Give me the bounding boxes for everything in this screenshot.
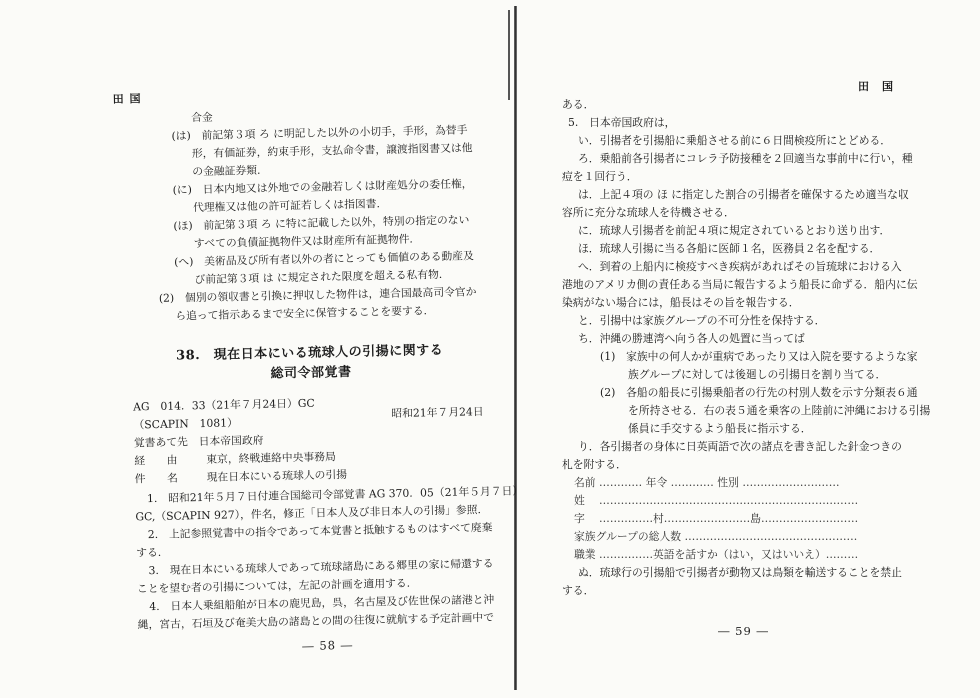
body-line: する．	[136, 545, 169, 560]
body-line: 3. 現在日本にいる琉球人であって琉球諸島にある郷里の家に帰還する	[148, 556, 494, 578]
text-line: すべての負債証拠物件又は財産所有証拠物件．	[193, 232, 421, 251]
scapin-number: （SCAPIN 1081）	[133, 416, 238, 432]
reference-number: AG 014．33（21年７月24日）GC	[133, 396, 315, 414]
body-line: 縄，宮古，石垣及び奄美大島の諸島との間の往復に就航する予定計画中で	[137, 610, 495, 632]
tag-field-line: 姓 ………………………………………………………………	[574, 494, 859, 507]
text-line: と．引揚中は家族グループの不可分性を保持する．	[578, 314, 826, 327]
text-line: び前記第３項 は に規定された限度を超える私有物．	[194, 267, 450, 287]
text-line: (2) 各船の船長に引揚乗船者の行先の村別人数を示す分類表６通	[600, 386, 918, 399]
text-line: は．上記４項の ほ に指定した割合の引揚者を確保するため適当な収	[578, 188, 909, 201]
tag-field-line: 職業 ……………英語を話すか（はい，又はいいえ）………	[574, 548, 859, 561]
right-page	[518, 0, 980, 693]
text-line: 容所に充分な琉球人を待機させる．	[562, 206, 735, 219]
tag-field-line: 家族グループの総人数 …………………………………………	[574, 530, 858, 543]
text-line: ち．沖縄の勝連湾へ向う各人の処置に当ってば	[578, 332, 805, 345]
section-title: 38. 現在日本にいる琉球人の引揚に関する	[175, 342, 444, 364]
subject-value: 現在日本にいる琉球人の引揚	[206, 467, 348, 484]
text-line: 痘を１回行う．	[562, 170, 638, 183]
text-line: へ．到着の上船内に検疫すべき疾病があればその旨琉球における入	[578, 260, 902, 273]
text-line: ろ．乗船前各引揚者にコレラ予防接種を２回適当な事前中に行い，種	[578, 152, 913, 165]
text-line: ら追って指示あるまで安全に保管することを要する．	[175, 304, 435, 323]
body-line: 2. 上記参照覚書中の指令であって本覚書と抵触するものはすべて廃棄	[147, 520, 493, 542]
text-line: (ほ) 前記第３項 ろ に特に記載した以外，特別の指定のない	[173, 213, 470, 233]
text-line: する．	[562, 584, 595, 597]
via-value: 東京，終戦連絡中央事務局	[206, 450, 336, 466]
via-label: 経 由	[134, 453, 178, 468]
text-line: り．各引揚者の身体に日英両語で次の諸点を書き記した針金つきの	[578, 440, 902, 453]
body-line: 1. 昭和21年５月７日付連合国総司令部覚書 AG 370．05（21年５月７日）	[146, 484, 524, 506]
text-line: い．引揚者を引揚船に乗船させる前に６日間検疫所にとどめる．	[578, 134, 892, 147]
memo-date: 昭和21年７月24日	[391, 405, 484, 421]
text-line: 札を附する．	[562, 458, 627, 471]
text-line: 5. 日本帝国政府は，	[568, 116, 676, 129]
text-line: 合金	[190, 110, 213, 125]
text-line: ぬ．琉球行の引揚船で引揚者が動物又は鳥類を輸送することを禁止	[578, 566, 902, 579]
subject-label: 件 名	[134, 471, 178, 486]
text-line: (に) 日本内地又は外地での金融若しくは財産処分の委任権，	[172, 177, 473, 197]
section-subtitle: 総司令部覚書	[270, 364, 352, 382]
page-number: ― 58 ―	[302, 637, 354, 653]
text-line: 形，有価証券，約束手形，支払命令書，譲渡指図書又は他	[191, 141, 473, 161]
page-number: ― 59 ―	[718, 624, 769, 638]
text-line: 係員に手交するよう船長に指示する．	[628, 422, 812, 435]
text-line: の金融証券類．	[192, 163, 268, 179]
text-line: (へ) 美術品及び所有者以外の者にとっても価値のある動産及	[174, 249, 474, 269]
addressee-line: 覚書あて先 日本帝国政府	[133, 433, 264, 450]
text-line: 港地のアメリカ側の責任ある当局に報告するよう船長に命ずる．船内に伝	[562, 278, 918, 291]
text-line: 代理権又は他の許可証若しくは指図書．	[192, 197, 388, 215]
tag-field-line: 名前 ………… 年令 ………… 性別 ………………………	[574, 476, 840, 489]
right-page-header: 田 国	[858, 80, 894, 93]
text-line: (は) 前記第３項 ろ に明記した以外の小切手，手形，為替手	[171, 123, 468, 143]
body-line: 4. 日本人乗組船舶が日本の鹿児島，呉，名古屋及び佐世保の諸港と沖	[149, 592, 495, 614]
tag-field-line: 字 ……………村……………………島………………………	[574, 512, 859, 525]
body-line: GC,（SCAPIN 927），件名，修正「日本人及び非日本人の引揚」参照．	[135, 503, 489, 524]
text-line: (2) 個別の領収書と引換に押収した物件は，連合国最高司令官か	[158, 285, 477, 305]
text-line: を所持させる．右の表５通を乗客の上陸前に沖縄における引揚	[628, 404, 931, 417]
body-line: ことを望む者の引揚については，左記の計画を適用する．	[136, 576, 418, 596]
text-line: 染病がない場合には，船長はその旨を報告する．	[562, 296, 800, 309]
text-line: ほ．琉球人引揚に当る各船に医師１名，医務員２名を配する．	[578, 242, 881, 255]
text-line: に．琉球人引揚者を前記４項に規定されているとおり送り出す．	[578, 224, 891, 237]
text-line: ある．	[562, 98, 595, 111]
text-line: 族グループに対しては後廻しの引揚日を割り当てる．	[628, 368, 887, 381]
left-page-header: 田 国	[112, 92, 142, 106]
text-line: (1) 家族中の何人かが重病であったり又は入院を要するような家	[600, 350, 918, 363]
